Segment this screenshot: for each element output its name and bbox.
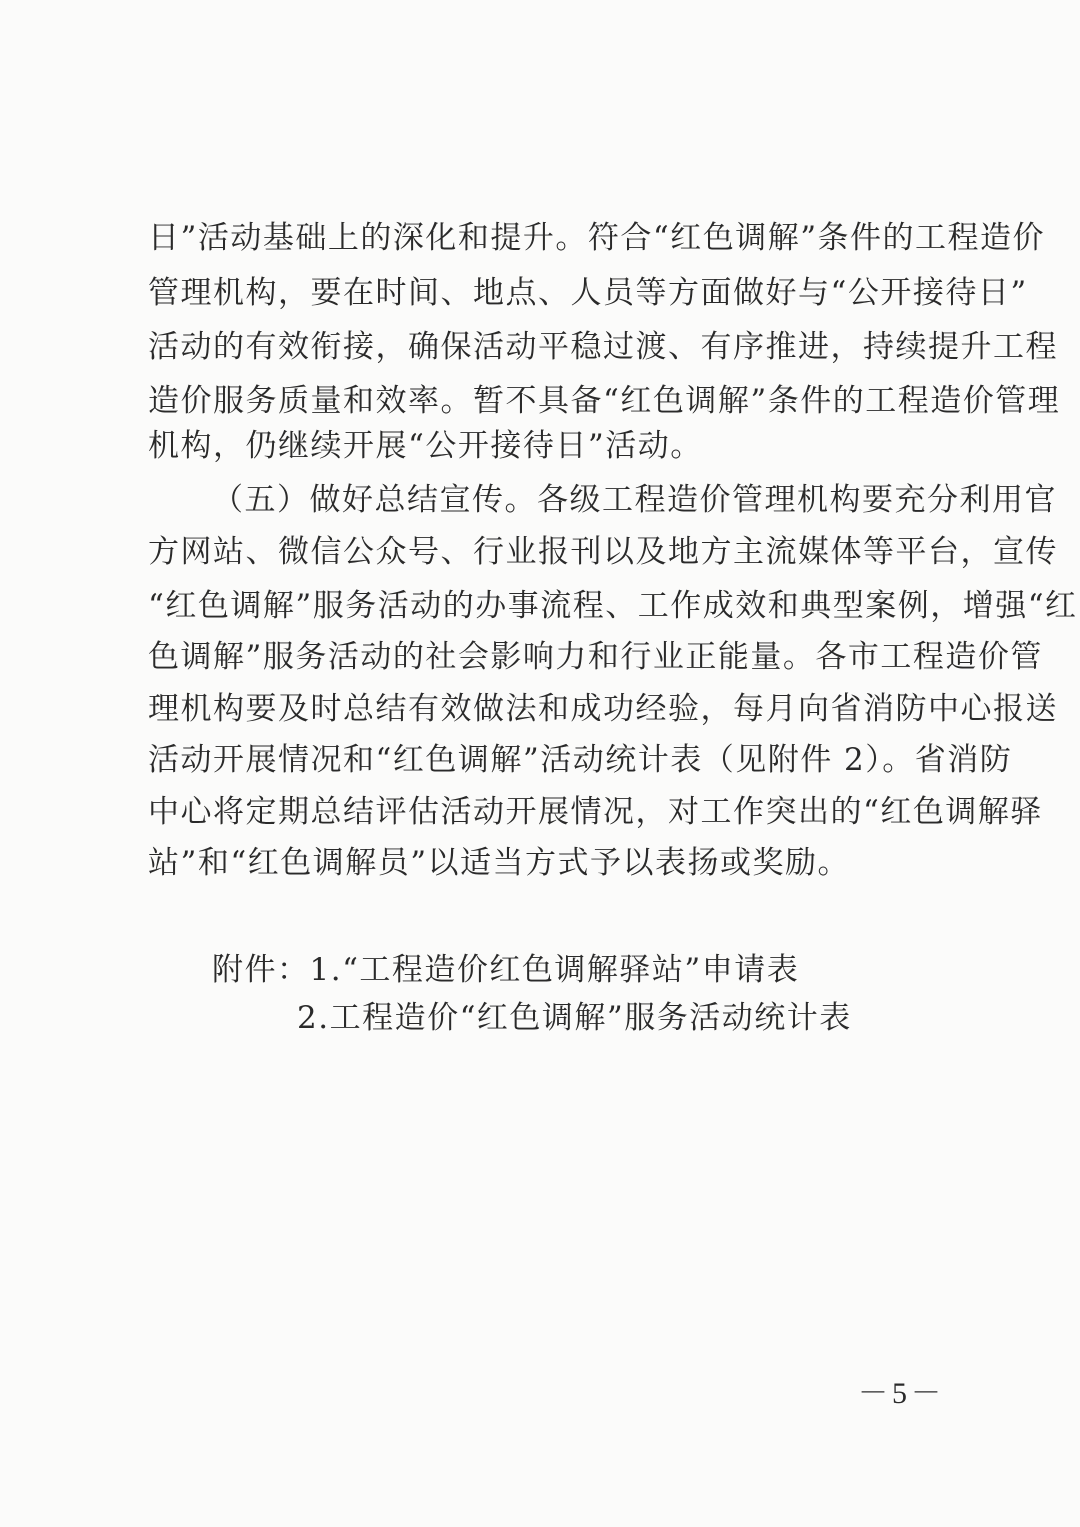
paragraph-1-line-5: 机构，仍继续开展“公开接待日”活动。 [148,428,703,464]
paragraph-1-line-4: 造价服务质量和效率。暂不具备“红色调解”条件的工程造价管理 [148,383,1061,419]
paragraph-2-line-1: （五）做好总结宣传。各级工程造价管理机构要充分利用官 [212,482,1057,518]
attachment-label: 附件： [212,952,310,988]
paragraph-1-line-1: 日”活动基础上的深化和提升。符合“红色调解”条件的工程造价 [148,220,1046,256]
paragraph-1-line-2: 管理机构，要在时间、地点、人员等方面做好与“公开接待日” [148,275,1028,311]
paragraph-2-line-6: 活动开展情况和“红色调解”活动统计表（见附件 2）。省消防 [148,742,1013,778]
attachment-item-1: 1.“工程造价红色调解驿站”申请表 [309,952,800,988]
attachment-list-first [212,944,799,996]
paragraph-2-line-4: 色调解”服务活动的社会影响力和行业正能量。各市工程造价管 [148,639,1043,675]
paragraph-2-line-3: “红色调解”服务活动的办事流程、工作成效和典型案例，增强“红 [148,588,1078,624]
attachment-item-2: 2.工程造价“红色调解”服务活动统计表 [297,1000,852,1036]
paragraph-2-line-8: 站”和“红色调解员”以适当方式予以表扬或奖励。 [148,845,851,881]
paragraph-2-line-2: 方网站、微信公众号、行业报刊以及地方主流媒体等平台，宣传 [148,534,1058,570]
paragraph-1-line-3: 活动的有效衔接，确保活动平稳过渡、有序推进，持续提升工程 [148,329,1058,365]
paragraph-2-line-7: 中心将定期总结评估活动开展情况，对工作突出的“红色调解驿 [148,794,1043,830]
page-number: －5－ [858,1377,945,1410]
paragraph-2-line-5: 理机构要及时总结有效做法和成功经验，每月向省消防中心报送 [148,691,1058,727]
